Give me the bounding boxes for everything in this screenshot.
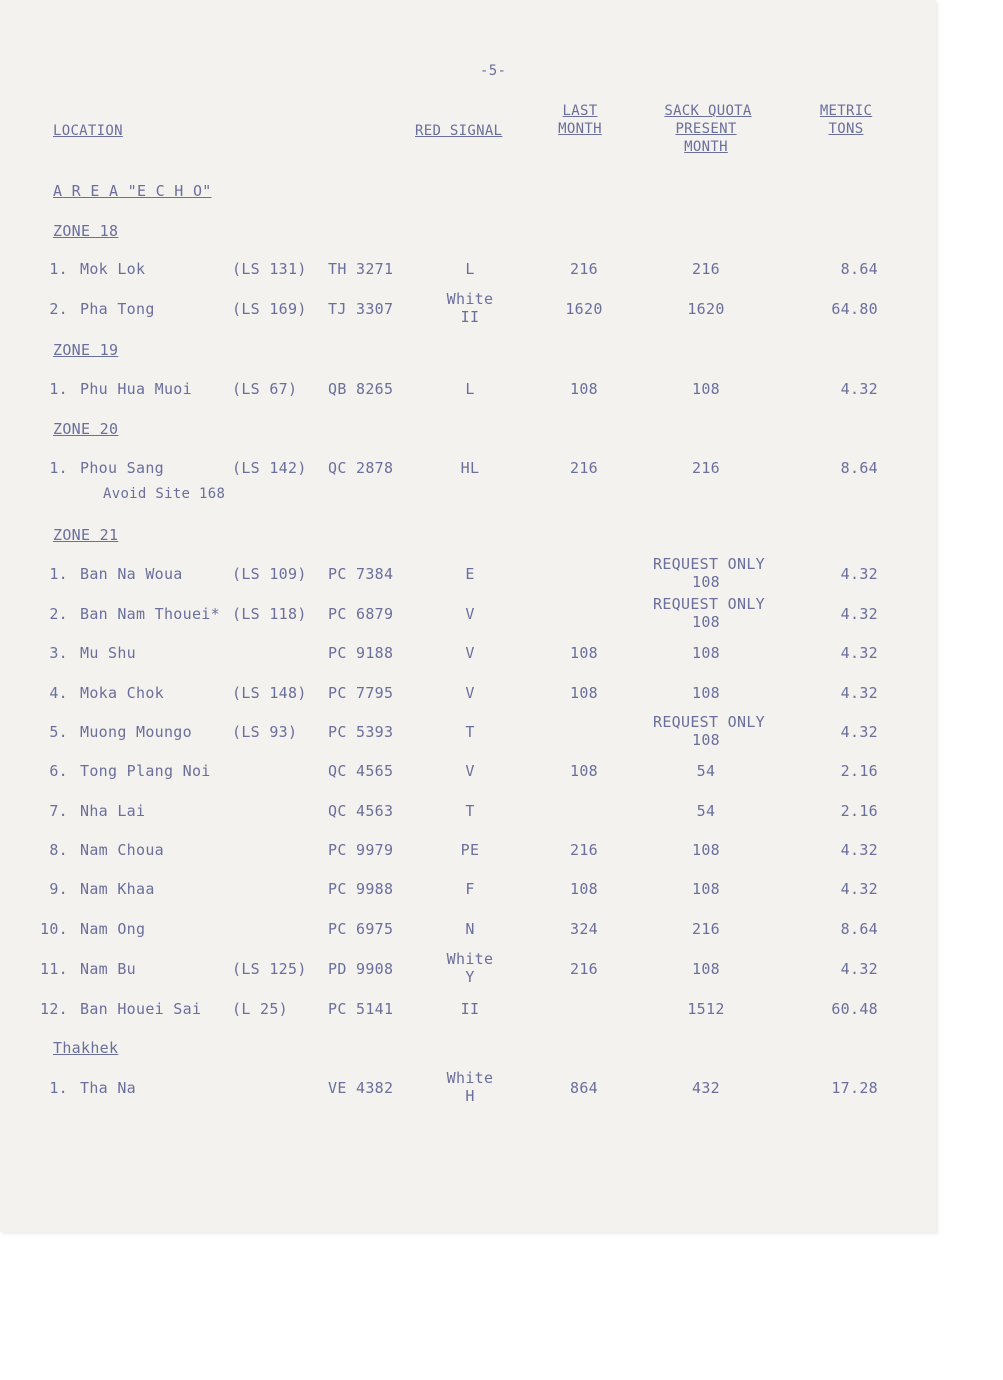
grid-reference: PC 5393 <box>328 723 394 741</box>
sack-quota-value: 108 <box>692 573 720 591</box>
sack-quota-value: 108 <box>692 880 720 898</box>
row-number: 4. <box>49 684 68 702</box>
red-signal: V <box>465 605 475 623</box>
header-sack-quota-line-1: SACK QUOTA <box>664 103 752 119</box>
metric-tons-value: 4.32 <box>840 723 878 741</box>
location-name: Ban Houei Sai <box>80 1000 202 1018</box>
sack-quota-value: 108 <box>692 613 720 631</box>
red-signal: T <box>465 802 475 820</box>
red-signal: HL <box>460 459 480 477</box>
grid-reference: PD 9908 <box>328 960 394 978</box>
red-signal: V <box>465 644 475 662</box>
metric-tons-value: 2.16 <box>840 802 878 820</box>
red-signal: H <box>465 1087 475 1105</box>
location-name: Phu Hua Muoi <box>80 380 192 398</box>
metric-tons-value: 4.32 <box>840 684 878 702</box>
grid-reference: PC 7795 <box>328 684 394 702</box>
ls-code: (LS 131) <box>232 260 307 278</box>
row-number: 6. <box>49 762 68 780</box>
metric-tons-value: 2.16 <box>840 762 878 780</box>
header-red-signal: RED SIGNAL <box>415 123 503 139</box>
ls-code: (LS 142) <box>232 459 307 477</box>
metric-tons-value: 4.32 <box>840 565 878 583</box>
site-note: Avoid Site 168 <box>103 486 226 502</box>
location-name: Ban Nam Thouei* <box>80 605 220 623</box>
metric-tons-value: 8.64 <box>840 920 878 938</box>
row-number: 2. <box>49 300 68 318</box>
metric-tons-value: 4.32 <box>840 960 878 978</box>
header-sack-quota-line-3: MONTH <box>684 139 728 155</box>
row-number: 7. <box>49 802 68 820</box>
section-title: ZONE 21 <box>53 526 119 544</box>
location-name: Muong Moungo <box>80 723 192 741</box>
row-number: 1. <box>49 380 68 398</box>
metric-tons-value: 4.32 <box>840 880 878 898</box>
location-name: Nha Lai <box>80 802 146 820</box>
last-month-value: 108 <box>570 762 598 780</box>
red-signal: White <box>446 950 494 968</box>
row-number: 3. <box>49 644 68 662</box>
last-month-value: 216 <box>570 841 598 859</box>
last-month-value: 108 <box>570 380 598 398</box>
red-signal: Y <box>465 968 475 986</box>
last-month-value: 108 <box>570 880 598 898</box>
red-signal: II <box>460 1000 480 1018</box>
red-signal: L <box>465 260 475 278</box>
red-signal: White <box>446 290 494 308</box>
last-month-value: 216 <box>570 260 598 278</box>
row-number: 1. <box>49 1079 68 1097</box>
red-signal: PE <box>460 841 480 859</box>
area-title: A R E A "E C H O" <box>53 182 212 200</box>
header-last-month-line-1: LAST <box>562 103 598 119</box>
grid-reference: PC 9988 <box>328 880 394 898</box>
grid-reference: QC 4563 <box>328 802 394 820</box>
header-last-month-line-2: MONTH <box>558 121 602 137</box>
metric-tons-value: 4.32 <box>840 605 878 623</box>
metric-tons-value: 4.32 <box>840 841 878 859</box>
last-month-value: 108 <box>570 644 598 662</box>
sack-quota-value: REQUEST ONLY <box>653 555 765 573</box>
metric-tons-value: 8.64 <box>840 459 878 477</box>
location-name: Mu Shu <box>80 644 136 662</box>
grid-reference: QC 4565 <box>328 762 394 780</box>
location-name: Nam Khaa <box>80 880 155 898</box>
ls-code: (LS 109) <box>232 565 307 583</box>
red-signal: F <box>465 880 475 898</box>
section-title: ZONE 20 <box>53 420 119 438</box>
sack-quota-value: 108 <box>692 644 720 662</box>
sack-quota-value: 216 <box>692 260 720 278</box>
row-number: 8. <box>49 841 68 859</box>
red-signal: E <box>465 565 475 583</box>
ls-code: (LS 118) <box>232 605 307 623</box>
row-number: 9. <box>49 880 68 898</box>
last-month-value: 216 <box>570 459 598 477</box>
grid-reference: QB 8265 <box>328 380 394 398</box>
row-number: 1. <box>49 565 68 583</box>
red-signal: L <box>465 380 475 398</box>
ls-code: (LS 125) <box>232 960 307 978</box>
sack-quota-value: 216 <box>692 920 720 938</box>
sack-quota-value: 432 <box>692 1079 720 1097</box>
grid-reference: VE 4382 <box>328 1079 394 1097</box>
red-signal: White <box>446 1069 494 1087</box>
grid-reference: TH 3271 <box>328 260 394 278</box>
header-metric-tons-line-2: TONS <box>828 121 864 137</box>
page-number: -5- <box>480 63 507 79</box>
grid-reference: TJ 3307 <box>328 300 394 318</box>
metric-tons-value: 8.64 <box>840 260 878 278</box>
location-name: Nam Bu <box>80 960 136 978</box>
location-name: Nam Ong <box>80 920 146 938</box>
ls-code: (LS 169) <box>232 300 307 318</box>
sack-quota-value: 54 <box>696 802 716 820</box>
last-month-value: 864 <box>570 1079 598 1097</box>
ls-code: (LS 148) <box>232 684 307 702</box>
location-name: Nam Choua <box>80 841 164 859</box>
section-title: ZONE 18 <box>53 222 119 240</box>
row-number: 2. <box>49 605 68 623</box>
row-number: 5. <box>49 723 68 741</box>
red-signal: V <box>465 762 475 780</box>
sack-quota-value: REQUEST ONLY <box>653 713 765 731</box>
red-signal: N <box>465 920 475 938</box>
location-name: Moka Chok <box>80 684 164 702</box>
section-title: ZONE 19 <box>53 341 119 359</box>
grid-reference: PC 5141 <box>328 1000 394 1018</box>
location-name: Pha Tong <box>80 300 155 318</box>
sack-quota-value: 108 <box>692 841 720 859</box>
grid-reference: PC 9188 <box>328 644 394 662</box>
ls-code: (L 25) <box>232 1000 288 1018</box>
sack-quota-value: REQUEST ONLY <box>653 595 765 613</box>
sack-quota-value: 1512 <box>687 1000 725 1018</box>
sack-quota-value: 216 <box>692 459 720 477</box>
metric-tons-value: 60.48 <box>831 1000 878 1018</box>
sack-quota-value: 108 <box>692 960 720 978</box>
row-number: 10. <box>40 920 68 938</box>
row-number: 12. <box>40 1000 68 1018</box>
grid-reference: PC 9979 <box>328 841 394 859</box>
sack-quota-value: 54 <box>696 762 716 780</box>
location-name: Phou Sang <box>80 459 164 477</box>
grid-reference: QC 2878 <box>328 459 394 477</box>
header-sack-quota-line-2: PRESENT <box>675 121 737 137</box>
sack-quota-value: 108 <box>692 731 720 749</box>
red-signal: V <box>465 684 475 702</box>
metric-tons-value: 4.32 <box>840 644 878 662</box>
grid-reference: PC 6879 <box>328 605 394 623</box>
sack-quota-value: 1620 <box>687 300 725 318</box>
last-month-value: 108 <box>570 684 598 702</box>
section-title: Thakhek <box>53 1039 119 1057</box>
last-month-value: 216 <box>570 960 598 978</box>
header-metric-tons-line-1: METRIC <box>819 103 873 119</box>
last-month-value: 1620 <box>565 300 603 318</box>
row-number: 1. <box>49 459 68 477</box>
ls-code: (LS 67) <box>232 380 298 398</box>
metric-tons-value: 64.80 <box>831 300 878 318</box>
metric-tons-value: 17.28 <box>831 1079 878 1097</box>
location-name: Mok Lok <box>80 260 146 278</box>
grid-reference: PC 6975 <box>328 920 394 938</box>
header-location: LOCATION <box>53 123 123 139</box>
red-signal: T <box>465 723 475 741</box>
grid-reference: PC 7384 <box>328 565 394 583</box>
sack-quota-value: 108 <box>692 380 720 398</box>
sack-quota-value: 108 <box>692 684 720 702</box>
location-name: Ban Na Woua <box>80 565 183 583</box>
red-signal: II <box>460 308 480 326</box>
row-number: 11. <box>40 960 68 978</box>
location-name: Tong Plang Noi <box>80 762 211 780</box>
last-month-value: 324 <box>570 920 598 938</box>
location-name: Tha Na <box>80 1079 136 1097</box>
row-number: 1. <box>49 260 68 278</box>
ls-code: (LS 93) <box>232 723 298 741</box>
metric-tons-value: 4.32 <box>840 380 878 398</box>
